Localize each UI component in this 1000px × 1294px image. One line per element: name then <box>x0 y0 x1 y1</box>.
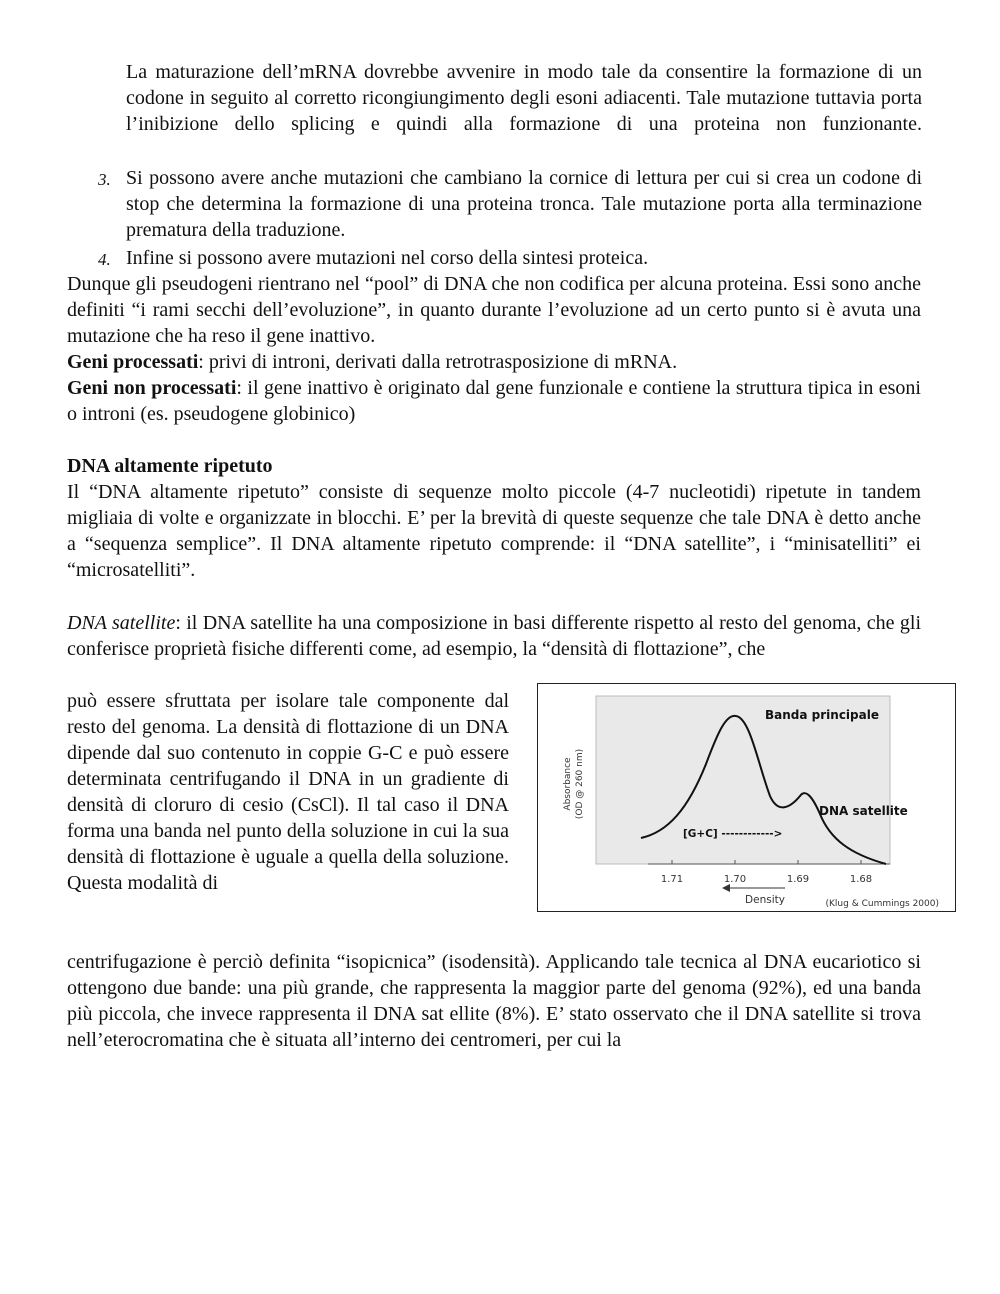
intro-paragraph <box>126 59 922 137</box>
list-number-3: 3. <box>98 170 111 189</box>
satellite-term: DNA satellite <box>67 612 176 634</box>
tick-label: 1.68 <box>849 874 873 885</box>
satellite-text-bottom: centrifugazione è perciò definita “isopicnica” (isodensità). Applicando tale tecnica al DNA eucariotico si ottengono due bande: una più grande, che rappresenta la maggior parte del genoma (92%), ed una banda più piccola, che invece rappresenta il DNA sat ellite (8%). E’ stato osservato che il DNA satellite si trova nell’eterocromatina che è situata all’interno dei centromeri, per cui la <box>67 951 921 1051</box>
list-item-3-text: Si possono avere anche mutazioni che cambiano la cornice di lettura per cui si crea un codone di stop che determina la formazione di una proteina tronca. Tale mutazione porta alla terminazione prematura della traduzione. <box>126 167 922 241</box>
label-main-band: Banda principale <box>765 708 879 722</box>
geni-non-processati-text: : il gene inattivo è originato dal gene funzionale e contiene la struttura tipica in esoni o introni (es. pseudogene globinico) <box>67 377 921 425</box>
satellite-paragraph-side <box>67 688 509 896</box>
geni-processati-line <box>67 349 921 375</box>
section-paragraph <box>67 479 921 583</box>
list-item-4 <box>126 245 922 271</box>
list-number-4: 4. <box>98 250 111 269</box>
geni-processati-text: : privi di introni, derivati dalla retrotrasposizione di mRNA. <box>198 351 678 373</box>
tick-label: 1.71 <box>660 874 684 885</box>
density-figure-svg <box>538 684 957 913</box>
geni-processati-term: Geni processati <box>67 351 199 373</box>
satellite-text-top: : il DNA satellite ha una composizione in basi differente rispetto al resto del genoma, che gli conferisce proprietà fisiche differenti come, ad esempio, la “densità di flottazione”, che <box>67 612 921 660</box>
pseudogeni-text: Dunque gli pseudogeni rientrano nel “pool” di DNA che non codifica per alcuna proteina. Essi sono anche definiti “i rami secchi dell’evoluzione”, in quanto durante l’evoluzione ad un certo punto si è avuta una mutazione che ha reso il gene inattivo. <box>67 273 921 347</box>
satellite-text-side: può essere sfruttata per isolare tale componente dal resto del genoma. La densità di flottazione di un DNA dipende dal suo contenuto in coppie G-C e può essere determinata centrifugando il DNA in un gradiente di densità di cloruro di cesio (CsCl). Il tal caso il DNA forma una banda nel punto della soluzione in cui la sua densità di flottazione è uguale a quella della soluzione. Questa modalità di <box>67 690 509 894</box>
geni-non-processati-term: Geni non processati <box>67 377 237 399</box>
section-text: Il “DNA altamente ripetuto” consiste di sequenze molto piccole (4-7 nucleotidi) ripetute in tandem migliaia di volte e organizzate in blocchi. E’ per la brevità di queste sequenze che tale DNA è detto anche a “sequenza semplice”. Il DNA altamente ripetuto comprende: il “DNA satellite”, i “minisatelliti” ei “microsatelliti”. <box>67 481 921 581</box>
figure-credit: (Klug & Cummings 2000) <box>825 899 939 909</box>
density-figure <box>537 683 956 912</box>
density-arrow-head <box>722 884 730 892</box>
tick-label: 1.69 <box>786 874 810 885</box>
label-satellite-band: DNA satellite <box>819 804 908 818</box>
list-item-3 <box>126 165 922 243</box>
section-heading: DNA altamente ripetuto <box>67 455 273 477</box>
satellite-paragraph-top <box>67 610 921 662</box>
tick-label: 1.70 <box>723 874 747 885</box>
ylabel-line2: (OD @ 260 nm) <box>575 748 585 820</box>
pseudogeni-paragraph <box>67 271 921 349</box>
satellite-paragraph-bottom <box>67 949 921 1053</box>
geni-non-processati-paragraph <box>67 375 921 427</box>
xlabel-density: Density <box>745 894 785 906</box>
gc-arrow-label: [G+C] ------------> <box>683 828 783 840</box>
intro-text: La maturazione dell’mRNA dovrebbe avvenire in modo tale da consentire la formazione di un codone in seguito al corretto ricongiungimento degli esoni adiacenti. Tale mutazione tuttavia porta l’inibizione dello splicing e quindi alla formazione di una proteina non funzionante. <box>126 61 922 135</box>
ylabel-line1: Absorbance <box>563 757 573 811</box>
list-item-4-text: Infine si possono avere mutazioni nel corso della sintesi proteica. <box>126 247 649 269</box>
